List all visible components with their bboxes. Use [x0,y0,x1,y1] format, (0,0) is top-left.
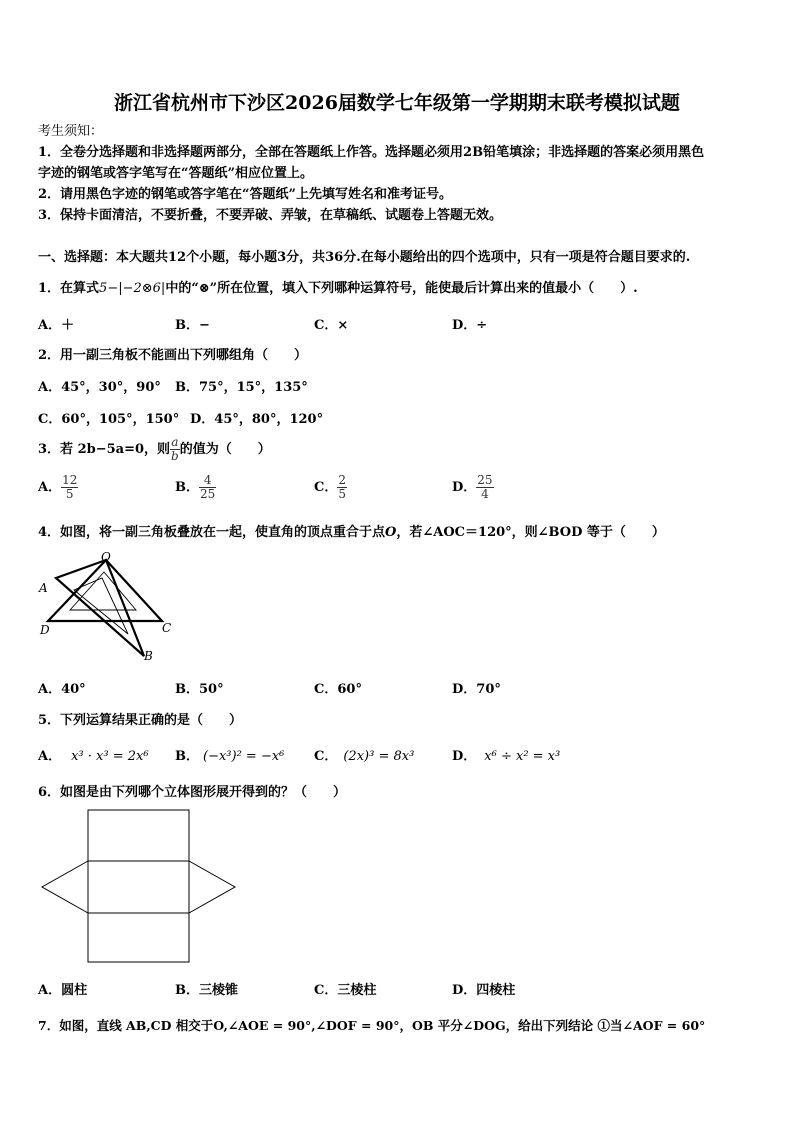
q1-option-c[interactable]: C．× [314,318,349,333]
net-figure [40,808,238,968]
question-4: 4．如图，将一副三角板叠放在一起，使直角的顶点重合于点O，若∠AOC＝120°，则∠BOD 等于（ ） [38,525,665,540]
q3-option-b[interactable]: B． $\frac{4}{25}$ [175,473,216,501]
q1-option-d[interactable]: D．÷ [452,318,488,333]
question-6: 6．如图是由下列哪个立体图形展开得到的？（ ） [38,785,347,800]
q2-option-a[interactable]: A．45°，30°，90° [38,380,161,395]
question-5: 5．下列运算结果正确的是（ ） [38,713,243,728]
q2-option-b[interactable]: B．75°，15°，135° [175,380,308,395]
question-7: 7．如图，直线 AB,CD 相交于O,∠AOE = 90°,∠DOF = 90°，OB 平分∠DOG，给出下列结论 ①当∠AOF = 60° [38,1018,706,1033]
q4-option-b[interactable]: B．50° [175,682,224,697]
q1-prefix: 1．在算式 [38,281,100,296]
triangle-ruler-figure [36,548,176,666]
question-1 [38,277,638,296]
q5-option-a[interactable]: A． x³ · x³ = 2x⁶ [38,749,149,764]
question-3 [38,436,271,463]
label-o: O [101,550,111,564]
q1-expression: 5−|−2⊗6| [99,281,166,296]
label-c: C [162,621,172,635]
notice-item: 1．全卷分选择题和非选择题两部分，全部在答题纸上作答。选择题必须用2B铅笔填涂；非选择题的答案必须用黑色 [38,145,705,160]
q5-option-b[interactable]: B． (−x³)² = −x⁶ [175,749,285,764]
q2-option-d[interactable]: D．45°，80°，120° [190,412,324,427]
q3-option-c[interactable]: C． $\frac{2}{5}$ [314,473,346,501]
q3-option-d[interactable]: D． $\frac{25}{4}$ [452,473,493,501]
q4-option-a[interactable]: A．40° [38,682,86,697]
label-d: D [40,623,50,637]
question-2: 2．用一副三角板不能画出下列哪组角（ ） [38,348,308,363]
q5-option-d[interactable]: D． x⁶ ÷ x² = x³ [452,749,561,764]
q3-fraction: $\frac{a}{b}$ [171,435,179,463]
notice-item: 3．保持卡面清洁，不要折叠，不要弄破、弄皱，在草稿纸、试题卷上答题无效。 [38,208,503,223]
section-heading: 一、选择题：本大题共12个小题，每小题3分，共36分.在每小题给出的四个选项中，只有一项是符合题目要求的. [38,250,691,265]
notice-heading: 考生须知： [38,124,104,139]
q3-suffix: 的值为（ ） [179,442,271,457]
q2-option-c[interactable]: C．60°，105°，150° [38,412,180,427]
q4-option-c[interactable]: C．60° [314,682,362,697]
q6-option-a[interactable]: A．圆柱 [38,983,88,998]
q6-option-c[interactable]: C．三棱柱 [314,983,377,998]
page-title: 浙江省杭州市下沙区2026届数学七年级第一学期期末联考模拟试题 [114,92,680,114]
label-a: A [39,581,48,595]
q4-option-d[interactable]: D．70° [452,682,501,697]
q1-option-a[interactable]: A．＋ [38,318,75,333]
q6-option-d[interactable]: D．四棱柱 [452,983,516,998]
q1-suffix: 中的“⊗”所在位置，填入下列哪种运算符号，能使最后计算出来的值最小（ ）. [165,281,638,296]
notice-item: 字迹的钢笔或答字笔写在“答题纸”相应位置上。 [38,166,313,181]
q6-option-b[interactable]: B．三棱锥 [175,983,238,998]
label-b: B [144,649,153,663]
q1-option-b[interactable]: B．− [175,318,210,333]
q3-prefix: 3．若 2b−5a=0，则 [38,442,171,457]
q3-option-a[interactable]: A． $\frac{12}{5}$ [38,473,78,501]
notice-item: 2．请用黑色字迹的钢笔或答字笔在“答题纸”上先填写姓名和准考证号。 [38,187,453,202]
q5-option-c[interactable]: C． (2x)³ = 8x³ [314,749,415,764]
